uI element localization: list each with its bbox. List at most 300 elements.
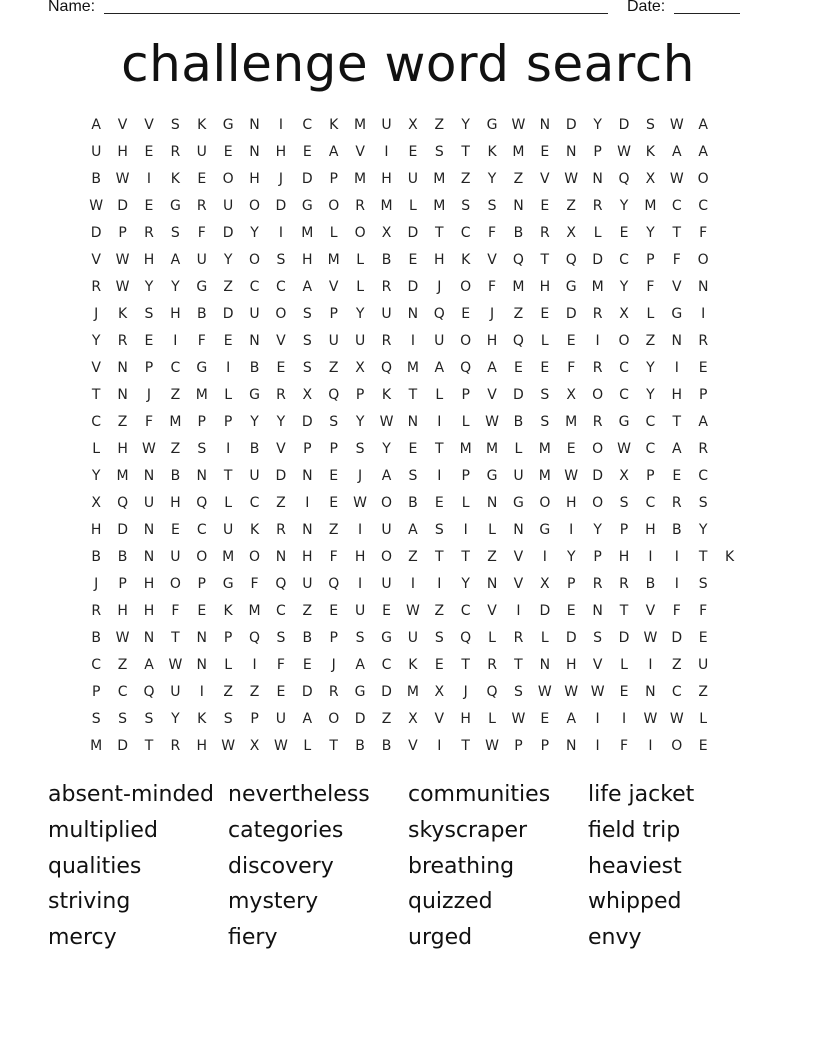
grid-letter: T [619, 603, 629, 619]
grid-letter: W [564, 684, 579, 700]
word-list-item: discovery [228, 853, 334, 879]
grid-letter: I [569, 522, 574, 538]
grid-letter: V [487, 252, 497, 268]
grid-letter: I [674, 576, 679, 592]
grid-row [83, 116, 743, 143]
grid-letter: E [698, 738, 708, 754]
grid-letter: D [381, 684, 392, 700]
grid-letter: F [488, 225, 497, 241]
grid-letter: Y [144, 279, 154, 295]
grid-letter: P [646, 252, 655, 268]
grid-letter: Y [91, 468, 101, 484]
grid-letter: U [407, 630, 418, 646]
grid-letter: V [487, 387, 497, 403]
grid-letter: T [461, 738, 470, 754]
grid-letter: U [381, 117, 392, 133]
grid-letter: O [249, 549, 261, 565]
grid-letter: Y [646, 360, 655, 376]
grid-letter: R [698, 333, 709, 349]
grid-letter: Q [618, 171, 630, 187]
grid-letter: N [565, 144, 577, 160]
grid-letter: E [408, 441, 418, 457]
grid-letter: D [592, 252, 603, 268]
grid-letter: W [142, 441, 156, 457]
grid-letter: O [618, 333, 630, 349]
grid-letter: H [275, 144, 287, 160]
grid-row [83, 629, 743, 656]
grid-letter: B [170, 468, 181, 484]
grid-letter: W [564, 171, 579, 187]
grid-letter: E [672, 468, 682, 484]
grid-letter: Z [170, 387, 181, 403]
grid-letter: O [354, 225, 366, 241]
grid-letter: Z [276, 495, 286, 511]
grid-letter: E [540, 711, 550, 727]
grid-letter: S [276, 630, 286, 646]
grid-letter: E [566, 603, 576, 619]
grid-letter: R [196, 198, 207, 214]
grid-letter: S [302, 306, 312, 322]
grid-letter: V [487, 603, 497, 619]
grid-letter: C [698, 468, 709, 484]
grid-letter: L [224, 657, 233, 673]
grid-letter: T [144, 738, 154, 754]
grid-letter: O [249, 198, 261, 214]
grid-letter: C [196, 522, 207, 538]
grid-letter: G [249, 387, 260, 403]
grid-letter: O [169, 576, 181, 592]
grid-letter: D [222, 225, 234, 241]
grid-letter: Y [646, 225, 655, 241]
grid-letter: B [408, 495, 418, 511]
grid-letter: O [196, 549, 208, 565]
grid-letter: C [698, 198, 709, 214]
grid-letter: I [146, 171, 152, 187]
grid-letter: B [355, 738, 365, 754]
grid-letter: T [698, 549, 708, 565]
grid-letter: U [91, 144, 102, 160]
grid-letter: T [434, 225, 444, 241]
grid-letter: I [648, 657, 653, 673]
grid-letter: K [645, 144, 655, 160]
grid-letter: L [224, 387, 233, 403]
grid-letter: R [592, 414, 603, 430]
grid-letter: K [487, 144, 497, 160]
grid-letter: H [460, 711, 471, 727]
grid-row [83, 602, 743, 629]
grid-letter: E [434, 495, 444, 511]
grid-letter: P [223, 414, 233, 430]
name-label: Name: [48, 0, 96, 15]
grid-letter: T [171, 630, 180, 646]
grid-letter: U [249, 468, 260, 484]
grid-letter: P [91, 684, 101, 700]
grid-letter: Y [250, 225, 259, 241]
grid-letter: P [514, 738, 523, 754]
grid-letter: A [672, 144, 682, 160]
grid-letter: N [486, 576, 498, 592]
grid-letter: W [590, 684, 605, 700]
grid-letter: Z [434, 117, 445, 133]
grid-letter: K [461, 252, 471, 268]
grid-letter: Z [328, 360, 339, 376]
grid-letter: H [354, 549, 366, 565]
grid-row [83, 656, 743, 683]
grid-letter: L [92, 441, 101, 457]
grid-letter: E [329, 603, 339, 619]
word-list-row [48, 816, 788, 852]
word-list-item: urged [408, 925, 473, 951]
grid-letter: Y [487, 171, 497, 187]
grid-letter: Z [381, 711, 392, 727]
grid-letter: R [170, 738, 181, 754]
grid-letter: Q [249, 630, 261, 646]
grid-letter: P [540, 738, 550, 754]
date-label: Date: [627, 0, 666, 15]
grid-letter: W [617, 441, 631, 457]
grid-letter: U [354, 333, 366, 349]
grid-letter: B [91, 171, 101, 187]
grid-letter: H [381, 171, 392, 187]
grid-letter: R [513, 630, 524, 646]
grid-letter: W [669, 711, 684, 727]
grid-letter: P [329, 441, 338, 457]
grid-letter: M [538, 468, 551, 484]
grid-letter: K [223, 603, 233, 619]
grid-letter: E [408, 144, 418, 160]
grid-letter: Y [619, 198, 629, 214]
grid-letter: C [619, 387, 629, 403]
grid-letter: P [197, 576, 206, 592]
grid-letter: S [698, 495, 708, 511]
grid-letter: K [197, 711, 207, 727]
grid-letter: O [249, 252, 261, 268]
grid-letter: K [381, 387, 392, 403]
grid-letter: M [591, 279, 604, 295]
grid-letter: D [565, 306, 577, 322]
grid-letter: I [226, 441, 231, 457]
grid-letter: L [514, 441, 523, 457]
grid-letter: P [329, 306, 338, 322]
grid-letter: C [91, 657, 102, 673]
grid-letter: Y [250, 414, 259, 430]
grid-letter: U [223, 198, 234, 214]
grid-letter: P [355, 387, 365, 403]
grid-letter: G [486, 468, 498, 484]
grid-letter: U [223, 522, 234, 538]
grid-letter: E [461, 306, 471, 322]
grid-letter: X [566, 387, 577, 403]
grid-letter: H [645, 522, 656, 538]
grid-letter: T [461, 657, 470, 673]
grid-letter: W [564, 468, 579, 484]
grid-letter: A [381, 468, 392, 484]
grid-letter: Q [328, 387, 340, 403]
grid-letter: S [540, 414, 550, 430]
grid-letter: D [592, 468, 603, 484]
grid-letter: R [592, 360, 603, 376]
grid-letter: I [516, 603, 521, 619]
grid-letter: A [487, 360, 497, 376]
grid-letter: H [302, 549, 313, 565]
grid-letter: C [671, 198, 682, 214]
grid-letter: U [249, 306, 260, 322]
grid-letter: D [671, 630, 683, 646]
grid-row [83, 197, 743, 224]
grid-letter: C [645, 414, 656, 430]
grid-letter: L [461, 495, 470, 511]
grid-letter: C [671, 684, 682, 700]
grid-letter: W [485, 738, 499, 754]
grid-row [83, 332, 743, 359]
word-list-row [48, 887, 788, 923]
grid-letter: H [302, 252, 313, 268]
grid-letter: Y [619, 279, 629, 295]
grid-letter: J [358, 468, 363, 484]
grid-letter: M [512, 144, 525, 160]
grid-letter: M [486, 441, 499, 457]
grid-letter: S [514, 684, 523, 700]
grid-letter: T [461, 144, 470, 160]
grid-letter: E [329, 495, 339, 511]
grid-letter: Z [249, 684, 260, 700]
grid-letter: V [434, 711, 445, 727]
grid-letter: T [514, 657, 523, 673]
grid-row [83, 278, 743, 305]
grid-letter: W [511, 117, 526, 133]
grid-letter: P [461, 468, 470, 484]
grid-letter: B [196, 306, 207, 322]
grid-letter: Z [487, 549, 497, 565]
grid-letter: B [91, 630, 101, 646]
grid-letter: J [94, 576, 99, 592]
grid-letter: T [461, 549, 470, 565]
grid-letter: Z [117, 657, 128, 673]
grid-letter: Y [223, 252, 233, 268]
grid-letter: S [144, 711, 154, 727]
grid-letter: Y [646, 387, 655, 403]
grid-letter: L [540, 630, 549, 646]
grid-letter: L [329, 225, 338, 241]
grid-letter: C [170, 360, 181, 376]
grid-letter: M [327, 252, 340, 268]
grid-row [83, 413, 743, 440]
grid-letter: O [328, 711, 340, 727]
grid-letter: W [115, 279, 130, 295]
grid-letter: X [381, 225, 392, 241]
grid-letter: Z [460, 171, 471, 187]
grid-letter: N [249, 144, 260, 160]
grid-letter: H [143, 252, 155, 268]
grid-letter: M [354, 171, 367, 187]
grid-letter: B [381, 252, 392, 268]
grid-letter: W [537, 684, 552, 700]
grid-letter: M [459, 441, 472, 457]
grid-letter: F [171, 603, 180, 619]
grid-letter: V [276, 441, 286, 457]
grid-letter: S [170, 117, 180, 133]
word-list-item: quizzed [408, 889, 493, 915]
grid-letter: T [434, 441, 444, 457]
grid-letter: R [381, 279, 392, 295]
grid-letter: Y [593, 117, 602, 133]
grid-letter: I [173, 333, 178, 349]
grid-letter: M [538, 441, 551, 457]
grid-letter: S [197, 441, 207, 457]
grid-letter: Q [460, 630, 472, 646]
grid-letter: O [539, 495, 551, 511]
grid-letter: M [169, 414, 182, 430]
grid-letter: O [275, 306, 287, 322]
grid-letter: X [408, 117, 418, 133]
grid-letter: C [460, 603, 471, 619]
grid-letter: W [221, 738, 236, 754]
grid-letter: S [540, 387, 550, 403]
grid-letter: Q [328, 576, 340, 592]
grid-letter: N [697, 279, 709, 295]
grid-letter: I [358, 522, 363, 538]
grid-letter: E [434, 657, 444, 673]
grid-letter: E [144, 144, 154, 160]
grid-letter: E [619, 684, 629, 700]
grid-letter: U [381, 576, 392, 592]
grid-letter: H [196, 738, 208, 754]
grid-letter: X [619, 306, 629, 322]
grid-letter: G [301, 198, 313, 214]
grid-letter: O [592, 387, 604, 403]
grid-letter: E [408, 252, 418, 268]
grid-letter: S [461, 198, 471, 214]
grid-letter: N [565, 738, 577, 754]
grid-letter: R [91, 603, 102, 619]
grid-letter: P [698, 387, 708, 403]
grid-letter: G [671, 306, 683, 322]
grid-letter: V [144, 117, 154, 133]
grid-letter: D [117, 198, 128, 214]
grid-letter: N [671, 333, 683, 349]
grid-letter: I [410, 576, 415, 592]
grid-row [83, 548, 743, 575]
grid-letter: E [698, 360, 708, 376]
grid-letter: F [646, 279, 655, 295]
word-list-item: breathing [408, 853, 515, 879]
grid-letter: N [196, 468, 207, 484]
grid-letter: M [512, 279, 525, 295]
grid-letter: Z [698, 684, 708, 700]
grid-letter: B [91, 549, 101, 565]
grid-letter: M [406, 360, 419, 376]
grid-letter: S [91, 711, 101, 727]
grid-letter: E [276, 360, 286, 376]
word-list-item: mystery [228, 889, 319, 915]
grid-letter: Y [461, 117, 470, 133]
grid-letter: Z [408, 549, 418, 565]
grid-letter: N [513, 522, 524, 538]
grid-letter: V [91, 360, 101, 376]
grid-letter: M [433, 171, 446, 187]
grid-letter: X [566, 225, 577, 241]
grid-letter: Y [171, 711, 180, 727]
worksheet-header [0, 0, 816, 20]
grid-letter: J [278, 171, 283, 187]
word-list-item: envy [588, 925, 642, 951]
grid-letter: N [592, 603, 603, 619]
grid-letter: Z [223, 279, 233, 295]
grid-letter: R [276, 387, 286, 403]
grid-letter: D [301, 414, 313, 430]
grid-letter: W [617, 144, 631, 160]
grid-letter: K [724, 549, 735, 565]
grid-letter: N [539, 657, 551, 673]
grid-letter: N [407, 306, 419, 322]
grid-letter: Z [223, 684, 233, 700]
grid-letter: M [433, 198, 446, 214]
grid-letter: L [461, 414, 470, 430]
grid-letter: N [539, 117, 551, 133]
grid-letter: G [196, 279, 208, 295]
grid-letter: A [698, 414, 708, 430]
grid-letter: O [592, 495, 604, 511]
grid-letter: F [672, 603, 681, 619]
grid-letter: Y [171, 279, 180, 295]
grid-letter: P [118, 576, 127, 592]
grid-letter: H [539, 279, 551, 295]
grid-letter: S [302, 360, 312, 376]
grid-letter: A [91, 117, 101, 133]
grid-letter: U [407, 171, 418, 187]
grid-letter: G [222, 576, 234, 592]
grid-letter: K [249, 522, 260, 538]
grid-letter: N [249, 333, 260, 349]
grid-letter: R [355, 198, 365, 214]
grid-letter: P [329, 171, 338, 187]
grid-letter: E [540, 306, 550, 322]
grid-letter: O [697, 171, 709, 187]
grid-letter: A [170, 252, 181, 268]
grid-letter: R [539, 225, 550, 241]
grid-letter: E [197, 603, 207, 619]
grid-letter: Z [302, 603, 313, 619]
grid-letter: E [170, 522, 180, 538]
grid-letter: X [645, 171, 656, 187]
grid-letter: P [593, 549, 602, 565]
grid-letter: N [592, 171, 603, 187]
grid-letter: D [407, 279, 419, 295]
grid-letter: H [170, 495, 181, 511]
grid-letter: W [379, 414, 394, 430]
grid-letter: D [407, 225, 419, 241]
grid-letter: P [250, 711, 259, 727]
grid-letter: H [565, 495, 577, 511]
grid-letter: U [381, 306, 392, 322]
grid-letter: A [355, 657, 365, 673]
grid-letter: E [223, 144, 233, 160]
grid-letter: D [90, 225, 102, 241]
grid-letter: B [671, 522, 682, 538]
grid-letter: M [565, 414, 578, 430]
grid-letter: Y [355, 306, 365, 322]
grid-letter: G [486, 117, 498, 133]
grid-letter: V [645, 603, 656, 619]
grid-letter: C [619, 252, 629, 268]
grid-letter: L [593, 225, 602, 241]
grid-letter: E [223, 333, 233, 349]
grid-row [83, 575, 743, 602]
grid-letter: H [671, 387, 683, 403]
grid-letter: M [380, 198, 393, 214]
grid-row [83, 170, 743, 197]
grid-letter: Z [328, 522, 339, 538]
